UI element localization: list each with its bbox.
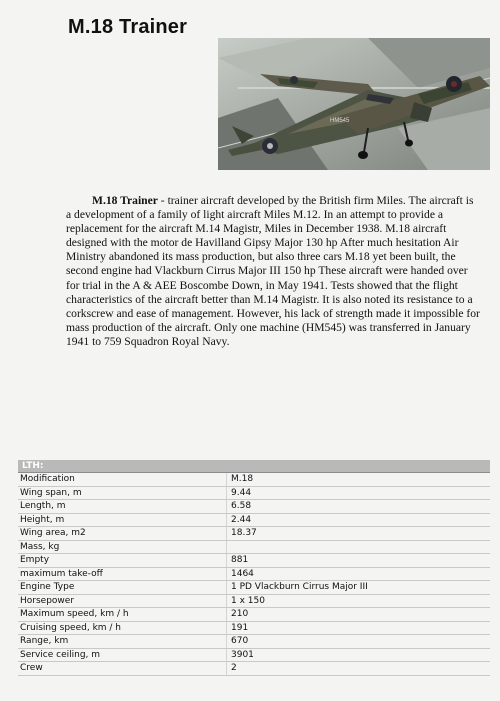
spec-key: Wing area, m2 xyxy=(18,527,227,540)
spec-value: 3901 xyxy=(231,649,254,660)
spec-value: 9.44 xyxy=(231,487,252,498)
spec-row xyxy=(18,595,490,609)
spec-value: 2 xyxy=(231,663,237,673)
aircraft-photo-graphic xyxy=(218,38,490,170)
spec-key: Range, km xyxy=(18,635,227,648)
spec-row xyxy=(18,554,490,568)
spec-key: maximum take-off xyxy=(18,568,227,581)
spec-key: Wing span, m xyxy=(18,487,227,500)
description-lead: M.18 Trainer xyxy=(92,194,158,207)
spec-row xyxy=(18,581,490,595)
spec-row xyxy=(18,514,490,528)
spec-row xyxy=(18,649,490,663)
spec-key: Cruising speed, km / h xyxy=(18,622,227,635)
spec-key: Length, m xyxy=(18,500,227,513)
spec-row xyxy=(18,500,490,514)
spec-key: Mass, kg xyxy=(18,541,227,554)
aircraft-photo xyxy=(218,38,490,170)
spec-row xyxy=(18,527,490,541)
spec-row xyxy=(18,568,490,582)
description-paragraph xyxy=(66,194,480,349)
spec-row xyxy=(18,541,490,555)
spec-key: Crew xyxy=(18,662,227,675)
spec-key: Maximum speed, km / h xyxy=(18,608,227,621)
spec-key: Service ceiling, m xyxy=(18,649,227,662)
spec-value: 881 xyxy=(231,555,249,565)
spec-value: M.18 xyxy=(231,474,254,484)
spec-row xyxy=(18,635,490,649)
specs-header: LTH: xyxy=(18,460,490,473)
specs-table xyxy=(18,460,490,676)
spec-key: Horsepower xyxy=(18,595,227,608)
spec-value: 6.58 xyxy=(231,501,252,511)
spec-value: 2.44 xyxy=(231,514,252,525)
spec-row xyxy=(18,473,490,487)
spec-key: Modification xyxy=(18,473,227,486)
spec-value: 1464 xyxy=(231,568,254,579)
spec-row xyxy=(18,662,490,676)
aircraft-serial: HM545 xyxy=(330,118,350,124)
page-title: M.18 Trainer xyxy=(68,16,188,38)
spec-key: Empty xyxy=(18,554,227,567)
spec-row xyxy=(18,487,490,501)
spec-value: 210 xyxy=(231,609,249,619)
spec-value: 670 xyxy=(231,636,249,646)
spec-value: 18.37 xyxy=(231,528,257,538)
spec-row xyxy=(18,608,490,622)
spec-row xyxy=(18,622,490,636)
description-body: - trainer aircraft developed by the British firm Miles. The aircraft is a development of a family of light aircraft Miles M.12. In an attempt to provide a replacement for the aircraft M.14 Magistr, Miles in December 1938. M.18 aircraft designed with the motor de Havilland Gipsy Major 130 hp After much hesitation Air Ministry abandoned its mass production, but also three cars M.18 yet been built, the second engine had Vlackburn Cirrus Major III 150 hp These aircraft were handed over for trial in the A & AEE Boscombe Down, in May 1941. Tests showed that the flight characteristics of the aircraft better than M.14 Magistr. It is also noted its resistance to a corkscrew and ease of management. However, his lack of strength made it impossible for mass production of the aircraft. Only one machine (HM545) was transferred in January 1941 to 759 Squadron Royal Navy. xyxy=(66,194,480,348)
spec-key: Engine Type xyxy=(18,581,227,594)
spec-value: 1 PD Vlackburn Cirrus Major III xyxy=(231,582,368,592)
spec-value xyxy=(227,541,231,554)
spec-value: 191 xyxy=(231,622,249,633)
spec-value: 1 x 150 xyxy=(231,595,265,606)
spec-key: Height, m xyxy=(18,514,227,527)
